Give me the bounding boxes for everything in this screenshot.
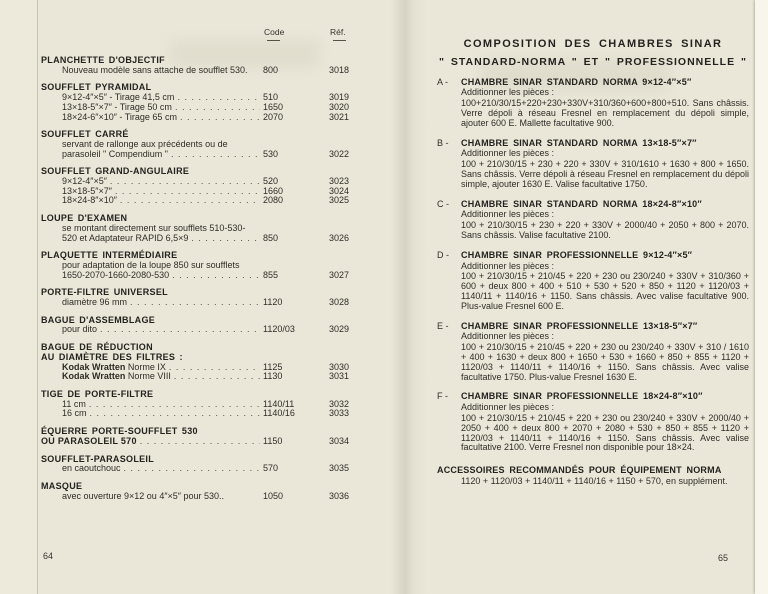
code-value: 1650	[263, 101, 284, 112]
catalog-item	[41, 316, 393, 335]
code-value: 1140/11	[263, 398, 295, 409]
section-letter: E -	[437, 320, 449, 331]
dotted-leader	[130, 298, 260, 308]
code-value: 1120	[263, 297, 283, 308]
page-right	[437, 40, 749, 487]
dotted-leader	[124, 464, 260, 474]
dotted-leader	[180, 113, 260, 123]
section-heading: CHAMBRE SINAR PROFESSIONNELLE 13×18-5″×7″	[461, 320, 698, 331]
ref-value: 3033	[329, 408, 350, 419]
catalog-section	[437, 466, 749, 487]
section-main	[461, 78, 749, 129]
item-heading: PORTE-FILTRE UNIVERSEL	[41, 287, 168, 298]
item-row	[41, 437, 393, 447]
ref-value: 3034	[329, 435, 350, 446]
catalog-item	[41, 56, 393, 75]
item-row	[41, 66, 393, 76]
dotted-leader	[169, 363, 260, 373]
row-text: 11 cm	[62, 398, 86, 409]
column-header-ref: Réf.	[330, 28, 346, 41]
section-body: 100 + 210/30/15 + 210/45 + 220 + 230 ou 230/240 + 330V + 310/360 + 600 + deux 800 + 400 + 510 + 530 + 520 + 850 + 1120 + 1120/03 + 1140/11 + 1140/16 + 1150. Sans châssis. Avec valise facultative 900. Plus-value Fresnel 600 E.	[461, 271, 749, 311]
item-row	[41, 234, 393, 244]
row-text: en caoutchouc	[62, 463, 121, 474]
code-value: 510	[263, 92, 279, 103]
section-letter: C -	[437, 198, 449, 209]
right-sections	[437, 78, 749, 487]
row-text: 520 et Adaptateur RAPID 6,5×9	[62, 232, 189, 243]
catalog-section	[437, 392, 749, 453]
catalog-item	[41, 455, 393, 474]
code-value: 1120/03	[263, 324, 295, 335]
section-heading: CHAMBRE SINAR PROFESSIONNELLE 18×24-8″×10″	[461, 391, 703, 402]
row-text: 18×24-8″×10″	[62, 195, 117, 206]
column-header-code: Code	[264, 28, 284, 41]
section-main	[461, 322, 749, 383]
dotted-leader	[172, 271, 260, 281]
catalog-section	[437, 139, 749, 190]
section-body: 100 + 210/30/15 + 210/45 + 220 + 230 ou 230/240 + 330V + 310 / 1610 + 400 + 1630 + deux 800 + 1650 + 530 + 1660 + 850 + 855 + 1120 + 1120/03 + 1140/11 + 1140/16 + 1150. Sans châssis. Avec valise facultative 1750. Plus-value Fresnel 1630 E.	[461, 342, 749, 382]
item-heading: MASQUE	[41, 480, 83, 491]
item-heading: SOUFFLET GRAND-ANGULAIRE	[41, 166, 190, 177]
catalog-item	[41, 427, 393, 446]
row-text: diamètre 96 mm	[62, 297, 128, 308]
row-text: avec ouverture 9×12 ou 4″×5″ pour 530..	[62, 490, 224, 501]
code-value: 855	[263, 269, 279, 280]
catalog-item	[41, 251, 393, 280]
ref-value: 3036	[329, 490, 350, 501]
item-row	[41, 325, 393, 335]
section-letter: B -	[437, 137, 449, 148]
item-row	[41, 196, 393, 206]
item-row	[41, 150, 393, 160]
ref-value: 3029	[329, 324, 350, 335]
item-row	[41, 409, 393, 419]
section-subheading: Additionner les pièces :	[461, 260, 555, 271]
ref-value: 3030	[329, 361, 350, 372]
section-body: 100+210/30/15+220+230+330V+310/360+600+800+510. Sans châssis. Verre dépoli à réseau Fresnel en remplacement du dépoli simple, ajouter 600 E. Mallette facultative 900.	[461, 98, 749, 128]
dotted-leader	[90, 409, 260, 419]
dotted-leader	[120, 196, 260, 206]
page-number-left: 64	[43, 551, 54, 561]
section-main	[461, 200, 749, 241]
row-text: Nouveau modèle sans attache de soufflet 530.	[62, 64, 248, 75]
section-subheading: Additionner les pièces :	[461, 148, 555, 159]
item-row	[41, 298, 393, 308]
ref-value: 3028	[329, 297, 350, 308]
ref-value: 3019	[329, 92, 350, 103]
ref-value: 3031	[329, 371, 350, 382]
section-main	[461, 392, 749, 453]
ref-value: 3020	[329, 101, 350, 112]
section-letter: A -	[437, 76, 449, 87]
section-heading: CHAMBRE SINAR STANDARD NORMA 9×12-4″×5″	[461, 76, 692, 87]
row-text: pour adaptation de la loupe 850 sur soufflets	[62, 259, 240, 270]
row-text: 1650-2070-1660-2080-530	[62, 269, 170, 280]
dotted-leader	[89, 400, 260, 410]
section-main	[437, 466, 749, 487]
section-main	[461, 251, 749, 312]
code-value: 800	[263, 64, 279, 75]
dotted-leader	[115, 187, 260, 197]
row-text: Norme IX	[125, 361, 166, 372]
section-heading: CHAMBRE SINAR PROFESSIONNELLE 9×12-4″×5″	[461, 249, 693, 260]
section-body: 1120 + 1120/03 + 1140/11 + 1140/16 + 1150 + 570, en supplément.	[461, 475, 728, 486]
ref-value: 3026	[329, 232, 350, 243]
item-heading: PLANCHETTE D'OBJECTIF	[41, 55, 165, 65]
row-text: parasoleil " Compendium "	[62, 148, 168, 159]
page-edge-right	[755, 0, 768, 594]
dotted-leader	[174, 372, 260, 382]
code-value: 2080	[263, 195, 284, 206]
ref-value: 3032	[329, 398, 350, 409]
section-letter: F -	[437, 391, 448, 402]
section-heading: ACCESSOIRES RECOMMANDÉS POUR ÉQUIPEMENT NORMA	[437, 465, 722, 476]
catalog-item	[41, 167, 393, 206]
catalog-item	[41, 214, 393, 243]
code-value: 1140/16	[263, 408, 295, 419]
item-heading: SOUFFLET CARRÉ	[41, 129, 129, 140]
item-row	[41, 271, 393, 281]
item-heading: ÉQUERRE PORTE-SOUFFLET 530	[41, 426, 198, 437]
code-value: 530	[263, 148, 279, 159]
row-text: se montant directement sur soufflets 510-530-	[62, 222, 246, 233]
item-row	[41, 464, 393, 474]
ref-value: 3035	[329, 463, 350, 474]
section-subheading: Additionner les pièces :	[461, 331, 555, 342]
catalog-item	[41, 343, 393, 382]
item-heading: SOUFFLET-PARASOLEIL	[41, 453, 155, 464]
row-text: servant de rallonge aux précédents ou de	[62, 138, 228, 149]
page-edge-line	[37, 0, 38, 594]
item-row	[41, 492, 393, 502]
catalog-item	[41, 390, 393, 419]
item-heading: TIGE DE PORTE-FILTRE	[41, 388, 154, 399]
item-heading: SOUFFLET PYRAMIDAL	[41, 82, 152, 93]
code-value: 1130	[263, 371, 283, 382]
ref-value: 3027	[329, 269, 350, 280]
section-subheading: Additionner les pièces :	[461, 87, 555, 98]
code-value: 850	[263, 232, 279, 243]
page-left	[41, 28, 393, 501]
ref-value: 3023	[329, 176, 350, 187]
catalog-section	[437, 78, 749, 129]
row-bold-text: Kodak Wratten	[62, 361, 126, 372]
dotted-leader	[110, 177, 260, 187]
row-text: 9×12-4″×5″ - Tirage 41,5 cm	[62, 92, 175, 103]
page-subtitle: " STANDARD-NORMA " ET " PROFESSIONNELLE "	[439, 55, 747, 68]
section-main	[461, 139, 749, 190]
section-heading: CHAMBRE SINAR STANDARD NORMA 13×18-5″×7″	[461, 137, 697, 148]
catalog-item	[41, 482, 393, 501]
catalog-section	[437, 200, 749, 241]
item-row	[41, 113, 393, 123]
page-edge-left	[0, 0, 37, 594]
dotted-leader	[100, 325, 260, 335]
catalog-section	[437, 322, 749, 383]
ref-value: 3025	[329, 195, 350, 206]
section-subheading: Additionner les pièces :	[461, 209, 555, 220]
item-row	[41, 372, 393, 382]
dotted-leader	[175, 103, 260, 113]
item-heading: PLAQUETTE INTERMÉDIAIRE	[41, 250, 178, 261]
section-letter: D -	[437, 249, 449, 260]
ref-value: 3021	[329, 111, 350, 122]
code-value: 2070	[263, 111, 284, 122]
ref-value: 3018	[329, 64, 350, 75]
dotted-leader	[191, 234, 260, 244]
section-heading: CHAMBRE SINAR STANDARD NORMA 18×24-8″×10″	[461, 198, 702, 209]
row-text: pour dito	[62, 324, 98, 335]
ref-value: 3022	[329, 148, 350, 159]
section-body: 100 + 210/30/15 + 230 + 220 + 330V + 310/1610 + 1630 + 800 + 1650. Sans châssis. Verre dépoli à réseau Fresnel en remplacement du dépoli simple, ajouter 1630 E. Valise facultative 1750.	[461, 159, 749, 189]
dotted-leader	[140, 437, 260, 447]
row-text: 13×18-5″×7″ - Tirage 50 cm	[62, 101, 172, 112]
row-text: 18×24-6″×10″ - Tirage 65 cm	[62, 111, 177, 122]
code-value: 570	[263, 463, 279, 474]
catalog-item	[41, 130, 393, 159]
column-headers	[41, 28, 393, 48]
catalog-section	[437, 251, 749, 312]
code-value: 1125	[263, 361, 283, 372]
book-gutter-shadow	[390, 0, 428, 594]
left-items	[41, 56, 393, 501]
section-body: 100 + 210/30/15 + 230 + 220 + 330V + 2000/40 + 2050 + 800 + 2070. Sans châssis. Valise facultative 2100.	[461, 220, 749, 240]
dotted-leader	[171, 150, 260, 160]
item-heading: BAGUE DE RÉDUCTION	[41, 342, 153, 353]
row-bold-text: Kodak Wratten	[62, 371, 126, 382]
row-text: Norme VIII	[125, 371, 171, 382]
item-heading: BAGUE D'ASSEMBLAGE	[41, 314, 156, 325]
code-value: 1150	[263, 435, 283, 446]
catalog-item	[41, 83, 393, 122]
item-heading: AU DIAMÈTRE DES FILTRES :	[41, 351, 183, 362]
ref-value: 3024	[329, 185, 350, 196]
item-heading: LOUPE D'EXAMEN	[41, 213, 128, 224]
code-value: 520	[263, 176, 279, 187]
dotted-leader	[177, 93, 260, 103]
row-text: 16 cm	[62, 408, 87, 419]
section-body: 100 + 210/30/15 + 210/45 + 220 + 230 ou 230/240 + 330V + 2000/40 + 2050 + 400 + deux 800 + 2070 + 2080 + 530 + 850 + 855 + 1120 + 1120/03 + 1140/11 + 1140/16 + 1150. Sans châssis. Avec valise facultative 2100. Verre Fresnel non disponible pour 18×24.	[461, 412, 749, 453]
page-title: COMPOSITION DES CHAMBRES SINAR	[463, 38, 723, 50]
section-subheading: Additionner les pièces :	[461, 402, 555, 413]
code-value: 1660	[263, 185, 284, 196]
page-number-right: 65	[718, 553, 729, 563]
row-text: 13×18-5″×7″	[62, 185, 112, 196]
row-bold-text: OU PARASOLEIL 570	[41, 435, 137, 446]
catalog-item	[41, 288, 393, 307]
row-text: 9×12-4″×5″	[62, 176, 107, 187]
code-value: 1050	[263, 490, 284, 501]
